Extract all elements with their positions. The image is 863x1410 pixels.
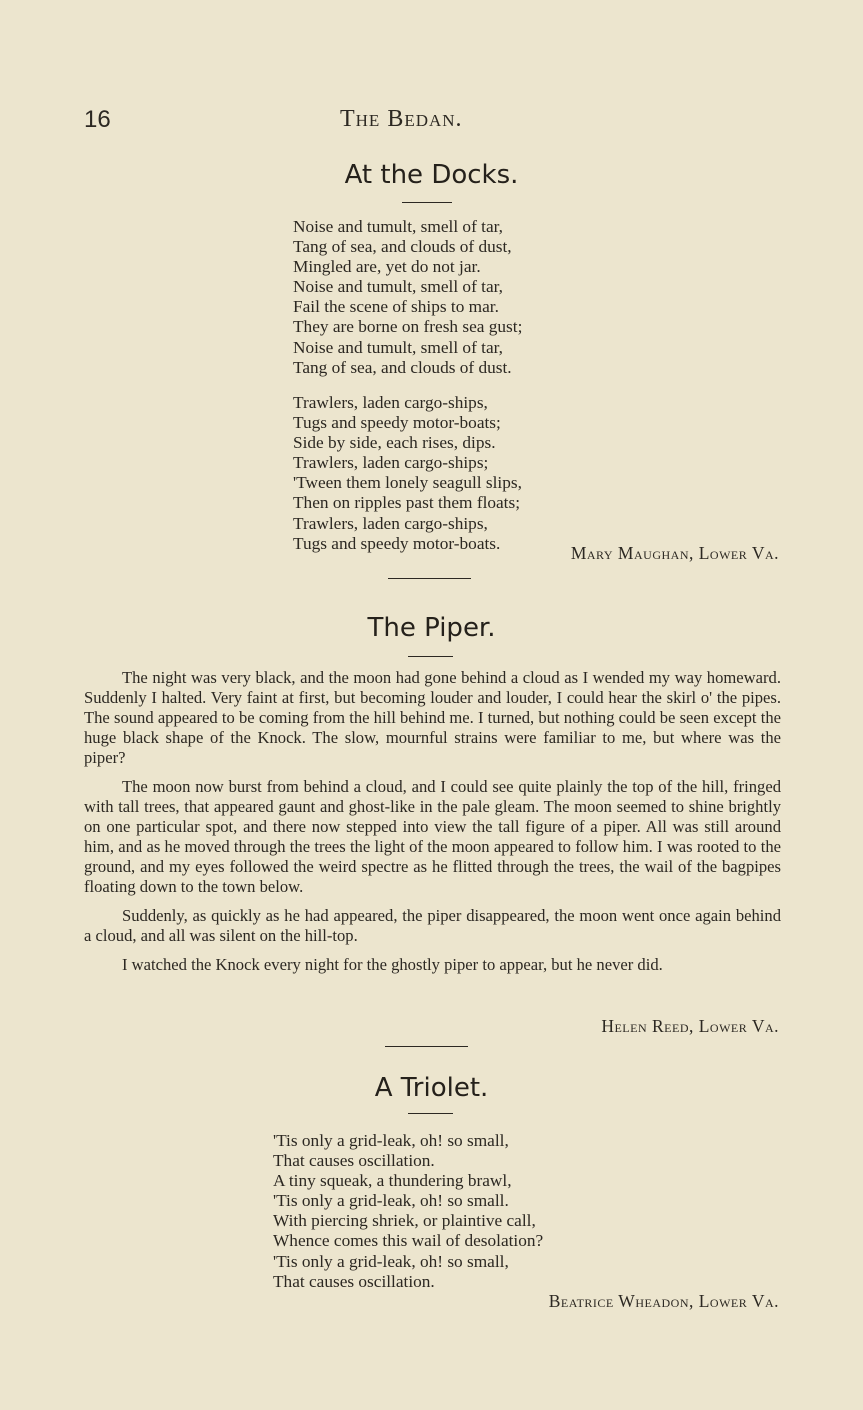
poem1-stanza2 [293,393,522,554]
story-paragraph: Suddenly, as quickly as he had appeared, the piper disappeared, the moon went once again behind a cloud, and all was silent on the hill-top. [84,905,781,945]
poem-line: A tiny squeak, a thundering brawl, [273,1171,512,1191]
poem-line: That causes oscillation. [273,1151,435,1171]
poem1-title: At the Docks. [344,160,519,190]
poem-line: Fail the scene of ships to mar. [293,297,499,317]
poem2-stanza [273,1131,543,1292]
poem-line: 'Tis only a grid-leak, oh! so small. [273,1191,509,1211]
section-divider [388,578,471,579]
page-number: 16 [84,106,111,133]
poem-line: Then on ripples past them floats; [293,493,521,513]
story-paragraph: The night was very black, and the moon had gone behind a cloud as I wended my way homeward. Suddenly I halted. Very faint at first, but becoming louder and louder, I could hear the skirl o' the pipes. The sound appeared to be coming from the hill behind me. I turned, but nothing could be seen except the huge black shape of the Knock. The slow, mournful strains were familiar to me, but where was the piper? [84,668,781,767]
poem1-stanza1 [293,217,522,378]
poem-line: Trawlers, laden cargo-ships, [293,513,488,533]
poem2-title: A Triolet. [374,1073,489,1103]
poem-line: Trawlers, laden cargo-ships, [293,393,488,412]
poem1-author: Mary Maughan, Lower Va. [570,543,779,563]
poem-line: Tugs and speedy motor-boats. [293,533,501,553]
poem-line: 'Tis only a grid-leak, oh! so small, [273,1131,509,1150]
poem-line: Tugs and speedy motor-boats; [293,413,501,433]
poem-line: Noise and tumult, smell of tar, [293,217,504,236]
poem-line: With piercing shriek, or plaintive call, [273,1211,536,1231]
poem-line: Whence comes this wail of desolation? [273,1231,544,1251]
story-paragraph: The moon now burst from behind a cloud, and I could see quite plainly the top of the hill, fringed with tall trees, that appeared gaunt and ghost-like in the pale gleam. The moon seemed to shine brightly on one particular spot, and there now stepped into view the tall figure of a piper. All was still around him, and as he moved through the trees the light of the moon appeared to follow him. I was rooted to the ground, and my eyes followed the weird spectre as he flitted through the trees, the wail of the bagpipes floating down to the town below. [84,777,781,896]
poem-line: Trawlers, laden cargo-ships; [293,453,489,473]
story-author: Helen Reed, Lower Va. [601,1016,779,1036]
poem-line: Tang of sea, and clouds of dust, [293,237,512,257]
title-underline [408,1113,453,1114]
poem-line: That causes oscillation. [273,1271,435,1291]
poem-line: Mingled are, yet do not jar. [293,257,481,277]
poem-line: 'Tis only a grid-leak, oh! so small, [273,1251,509,1271]
poem-line: Side by side, each rises, dips. [293,433,496,453]
story-body [84,668,781,975]
title-underline [408,656,453,657]
story-title: The Piper. [367,613,496,643]
section-divider [385,1046,468,1047]
story-paragraph: I watched the Knock every night for the ghostly piper to appear, but he never did. [122,955,663,975]
poem-line: They are borne on fresh sea gust; [293,317,523,337]
running-title: The Bedan. [340,106,463,132]
poem-line: Tang of sea, and clouds of dust. [293,357,512,377]
poem2-author: Beatrice Wheadon, Lower Va. [548,1291,779,1311]
title-underline [402,202,452,203]
poem-line: 'Tween them lonely seagull slips, [293,473,522,493]
poem-line: Noise and tumult, smell of tar, [293,277,504,297]
poem-line: Noise and tumult, smell of tar, [293,337,504,357]
